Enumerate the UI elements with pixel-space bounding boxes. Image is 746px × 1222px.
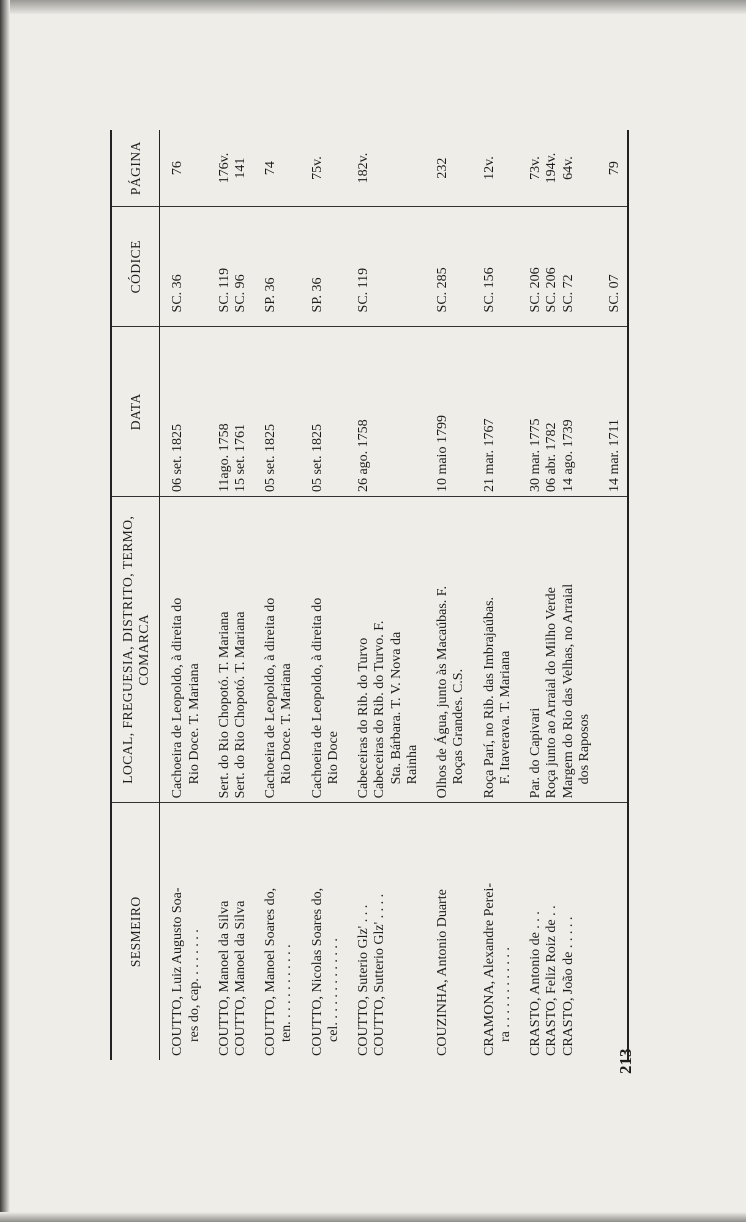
date-value: 05 set. 1825 xyxy=(263,423,279,493)
page-number: 213 xyxy=(616,1048,635,1074)
local-text-cont: Rio Doce. T. Mariana xyxy=(186,663,202,785)
local-text-cont: Rio Doce xyxy=(325,731,341,785)
table-row xyxy=(233,130,249,1060)
codice-value: SP. 36 xyxy=(309,277,325,313)
pagina-value: 75v. xyxy=(309,156,325,180)
data-cell xyxy=(468,327,514,497)
pagina-value: 141 xyxy=(233,157,249,179)
local-cell xyxy=(421,497,467,803)
date-value: 14 ago. 1739 xyxy=(560,419,576,493)
sesmeiro-cell xyxy=(561,803,593,1060)
local-cell xyxy=(296,497,342,803)
table-row xyxy=(372,130,421,1060)
header-sesmeiro: SESMEIRO xyxy=(111,803,160,1060)
codice-cell xyxy=(421,207,467,327)
sesmeiro-name: COUZINHA, Antonio Duarte xyxy=(435,889,451,1056)
sesmeiro-name-cont: res do, cap. . . . . . . . xyxy=(186,929,202,1042)
local-text-cont: Roças Grandes. C.S. xyxy=(451,668,467,785)
local-cell xyxy=(514,497,544,803)
data-cell xyxy=(160,327,203,497)
pagina-cell xyxy=(249,130,295,207)
local-text: Roça Parí, no Rib. das Imbrajaúbas. xyxy=(481,596,497,799)
local-cell xyxy=(593,497,628,803)
table-row xyxy=(544,130,560,1060)
local-text-cont: Rainha xyxy=(404,744,420,785)
table-row xyxy=(514,130,544,1060)
table-row xyxy=(249,130,295,1060)
codice-cell xyxy=(544,207,560,327)
codice-cell xyxy=(249,207,295,327)
local-text-cont: Sta. Bárbara. T. V. Nova da xyxy=(388,631,404,785)
header-pagina: PÁGINA xyxy=(111,130,160,207)
local-cell xyxy=(544,497,560,803)
data-cell xyxy=(561,327,593,497)
local-text: Cachoeira de Leopoldo, à direita do xyxy=(170,597,186,799)
codice-value: SC. 285 xyxy=(435,267,451,313)
pagina-value: 194v. xyxy=(544,152,560,184)
local-text-cont: F. Itaverava. T. Mariana xyxy=(497,650,513,785)
date-value: 15 set. 1761 xyxy=(233,423,249,493)
codice-cell xyxy=(514,207,544,327)
table-row xyxy=(421,130,467,1060)
header-data: DATA xyxy=(111,327,160,497)
sesmeiro-name: COUTTO, Manoel Soares do, xyxy=(263,887,279,1056)
date-value: 06 set. 1825 xyxy=(170,423,186,493)
codice-value: SC. 119 xyxy=(216,267,232,313)
header-local: LOCAL, FREGUESIA, DISTRITO, TERMO, COMARCA xyxy=(111,497,160,803)
data-cell xyxy=(514,327,544,497)
local-text: Margem do Rio das Velhas, no Arraial xyxy=(560,583,576,799)
sesmeiro-name: COUTTO, Manoel da Silva xyxy=(216,900,232,1056)
sesmarias-table xyxy=(110,130,629,1060)
codice-value: SC. 36 xyxy=(170,274,186,313)
sesmeiro-cell xyxy=(160,803,203,1060)
codice-cell xyxy=(160,207,203,327)
pagina-value: 74 xyxy=(263,161,279,176)
codice-cell xyxy=(342,207,372,327)
pagina-cell xyxy=(160,130,203,207)
date-value: 30 mar. 1775 xyxy=(528,418,544,493)
data-cell xyxy=(544,327,560,497)
local-cell xyxy=(160,497,203,803)
codice-value: SC. 206 xyxy=(528,267,544,313)
page-edge-top xyxy=(0,0,746,14)
page-edge-bottom xyxy=(0,1212,746,1222)
codice-value: SC. 119 xyxy=(356,267,372,313)
date-value: 14 mar. 1711 xyxy=(607,419,622,493)
data-cell xyxy=(203,327,233,497)
sesmeiro-cell xyxy=(593,803,628,1060)
local-text: Cachoeira de Leopoldo, à direita do xyxy=(309,597,325,799)
pagina-cell xyxy=(561,130,593,207)
table-row xyxy=(468,130,514,1060)
pagina-cell xyxy=(421,130,467,207)
sesmeiro-cell xyxy=(372,803,421,1060)
sesmarias-table-container xyxy=(110,130,670,1060)
codice-cell xyxy=(468,207,514,327)
sesmeiro-name: COUTTO, Nicolas Soares do, xyxy=(309,887,325,1056)
sesmeiro-cell xyxy=(296,803,342,1060)
local-cell xyxy=(561,497,593,803)
local-text: Par. do Capivari xyxy=(528,707,544,799)
codice-value: SC. 07 xyxy=(607,274,622,313)
date-value: 10 maio 1799 xyxy=(435,415,451,493)
codice-value: SC. 72 xyxy=(560,274,576,313)
table-row xyxy=(342,130,372,1060)
codice-cell xyxy=(593,207,628,327)
local-text-cont: Rio Doce. T. Mariana xyxy=(279,663,295,785)
local-text-cont: dos Raposos xyxy=(576,713,592,785)
pagina-cell xyxy=(514,130,544,207)
sesmeiro-cell xyxy=(249,803,295,1060)
table-row xyxy=(593,130,628,1060)
pagina-value: 176v. xyxy=(216,152,232,184)
local-text: Cabeceiras do Rib. do Turvo xyxy=(356,637,372,799)
sesmeiro-name: COUTTO, Suterio Glz' . . . xyxy=(356,904,372,1056)
local-text: Sert. do Rio Chopotó. T. Mariana xyxy=(233,611,249,799)
codice-cell xyxy=(296,207,342,327)
codice-cell xyxy=(203,207,233,327)
date-value: 11ago. 1758 xyxy=(216,423,232,493)
pagina-cell xyxy=(544,130,560,207)
data-cell xyxy=(342,327,372,497)
data-cell xyxy=(296,327,342,497)
local-text: Roça junto ao Arraial do Milho Verde xyxy=(544,587,560,799)
table-row xyxy=(296,130,342,1060)
local-text: Cabeceiras do Rib. do Turvo. F. xyxy=(372,620,388,799)
pagina-cell xyxy=(342,130,372,207)
data-cell xyxy=(372,327,421,497)
sesmeiro-name: CRAMONA, Alexandre Perei- xyxy=(481,882,497,1056)
date-value: 21 mar. 1767 xyxy=(481,418,497,493)
table-row xyxy=(561,130,593,1060)
pagina-value: 182v. xyxy=(356,152,372,184)
local-cell xyxy=(468,497,514,803)
pagina-cell xyxy=(372,130,421,207)
table-row xyxy=(160,130,203,1060)
local-cell xyxy=(342,497,372,803)
pagina-value: 76 xyxy=(170,161,186,176)
pagina-cell xyxy=(203,130,233,207)
sesmeiro-cell xyxy=(203,803,233,1060)
table-body xyxy=(160,130,628,1060)
sesmeiro-cell xyxy=(342,803,372,1060)
sesmeiro-cell xyxy=(544,803,560,1060)
local-text: Sert. do Rio Chopotó. T. Mariana xyxy=(216,611,232,799)
codice-value: SC. 156 xyxy=(481,267,497,313)
header-codice: CÓDICE xyxy=(111,207,160,327)
sesmeiro-name: COUTTO, Manoel da Silva xyxy=(233,900,249,1056)
sesmeiro-name: CRASTO, Feliz Roiz de . . xyxy=(544,905,560,1056)
pagina-cell xyxy=(468,130,514,207)
pagina-value: 232 xyxy=(435,157,451,179)
sesmeiro-cell xyxy=(421,803,467,1060)
pagina-value: 64v. xyxy=(560,156,576,180)
local-cell xyxy=(203,497,233,803)
header-row xyxy=(111,130,160,1060)
sesmeiro-name-cont: cel. . . . . . . . . . . . . xyxy=(325,938,341,1042)
date-value: 26 ago. 1758 xyxy=(356,419,372,493)
codice-cell xyxy=(372,207,421,327)
sesmeiro-name: COUTTO, Luiz Augusto Soa- xyxy=(170,887,186,1056)
codice-cell xyxy=(561,207,593,327)
local-cell xyxy=(233,497,249,803)
pagina-value: 12v. xyxy=(481,156,497,180)
pagina-cell xyxy=(593,130,628,207)
sesmeiro-name: COUTTO, Sutterio Glz' . . . . xyxy=(372,893,388,1056)
sesmeiro-name: CRASTO, Antonio de . . . xyxy=(528,911,544,1056)
local-text: Cachoeira de Leopoldo, à direita do xyxy=(263,597,279,799)
pagina-value: 73v. xyxy=(528,156,544,180)
data-cell xyxy=(249,327,295,497)
codice-cell xyxy=(233,207,249,327)
table-row xyxy=(203,130,233,1060)
pagina-value: 79 xyxy=(607,161,622,176)
pagina-cell xyxy=(233,130,249,207)
local-cell xyxy=(249,497,295,803)
sesmeiro-cell xyxy=(514,803,544,1060)
sesmeiro-name: CRASTO, João de . . . . . xyxy=(560,916,576,1056)
local-text: Olhos de Água, junto às Macaúbas. F. xyxy=(435,586,451,799)
sesmeiro-cell xyxy=(468,803,514,1060)
sesmeiro-name-cont: ten. . . . . . . . . . . . xyxy=(279,944,295,1042)
codice-value: SC. 96 xyxy=(233,274,249,313)
date-value: 06 abr. 1782 xyxy=(544,422,560,493)
codice-value: SC. 206 xyxy=(544,267,560,313)
data-cell xyxy=(233,327,249,497)
data-cell xyxy=(421,327,467,497)
codice-value: SP. 36 xyxy=(263,277,279,313)
sesmeiro-cell xyxy=(233,803,249,1060)
sesmeiro-name-cont: ra . . . . . . . . . . . . xyxy=(497,947,513,1042)
date-value: 05 set. 1825 xyxy=(309,423,325,493)
page-edge-left xyxy=(0,0,10,1222)
local-cell xyxy=(372,497,421,803)
data-cell xyxy=(593,327,628,497)
pagina-cell xyxy=(296,130,342,207)
